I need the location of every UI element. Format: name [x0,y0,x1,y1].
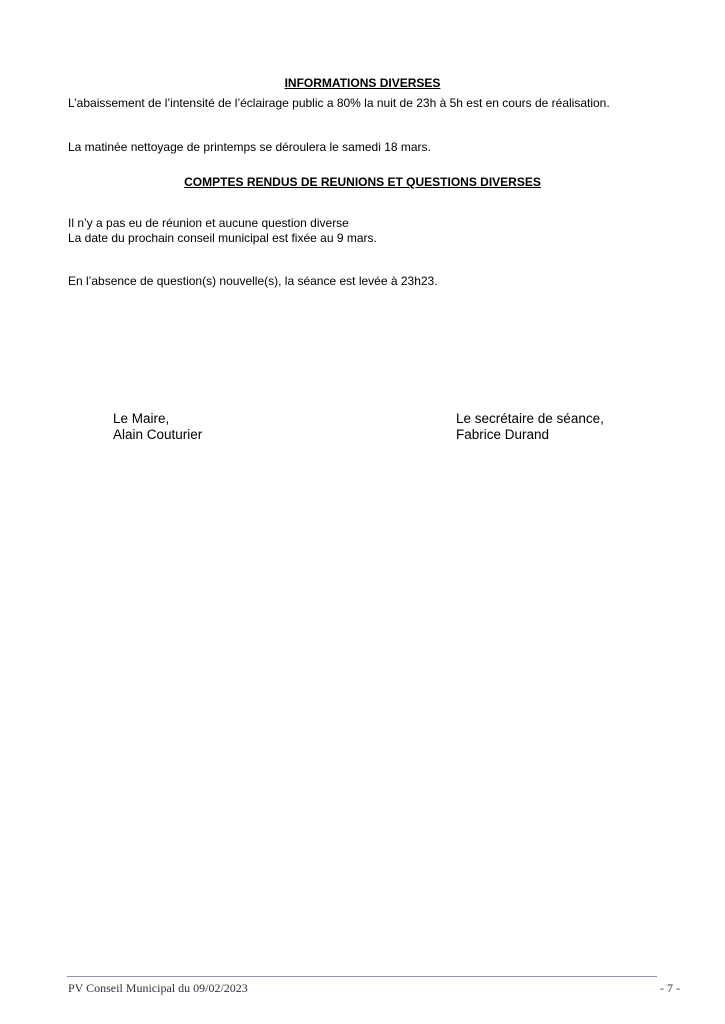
footer-page-number: - 7 - [660,981,680,995]
paragraph-no-reunion: Il n’y a pas eu de réunion et aucune question diverse [68,216,349,230]
paragraph-matinee-nettoyage: La matinée nettoyage de printemps se déroulera le samedi 18 mars. [68,140,431,154]
signature-maire-name: Alain Couturier [113,427,203,442]
footer-divider [67,976,657,977]
signature-maire-title: Le Maire, [113,411,170,426]
signature-secretaire-title: Le secrétaire de séance, [456,411,604,426]
paragraph-seance-levee: En l’absence de question(s) nouvelle(s), la séance est levée à 23h23. [68,274,438,288]
heading-informations-diverses: INFORMATIONS DIVERSES [284,76,441,90]
heading-comptes-rendus: COMPTES RENDUS DE REUNIONS ET QUESTIONS DIVERSES [184,175,541,189]
signature-secretaire-name: Fabrice Durand [456,427,550,442]
paragraph-prochain-conseil: La date du prochain conseil municipal est fixée au 9 mars. [68,231,377,245]
footer-document-title: PV Conseil Municipal du 09/02/2023 [68,981,248,995]
paragraph-eclairage-public: L’abaissement de l’intensité de l’éclairage public a 80% la nuit de 23h à 5h est en cours de réalisation. [68,96,610,110]
